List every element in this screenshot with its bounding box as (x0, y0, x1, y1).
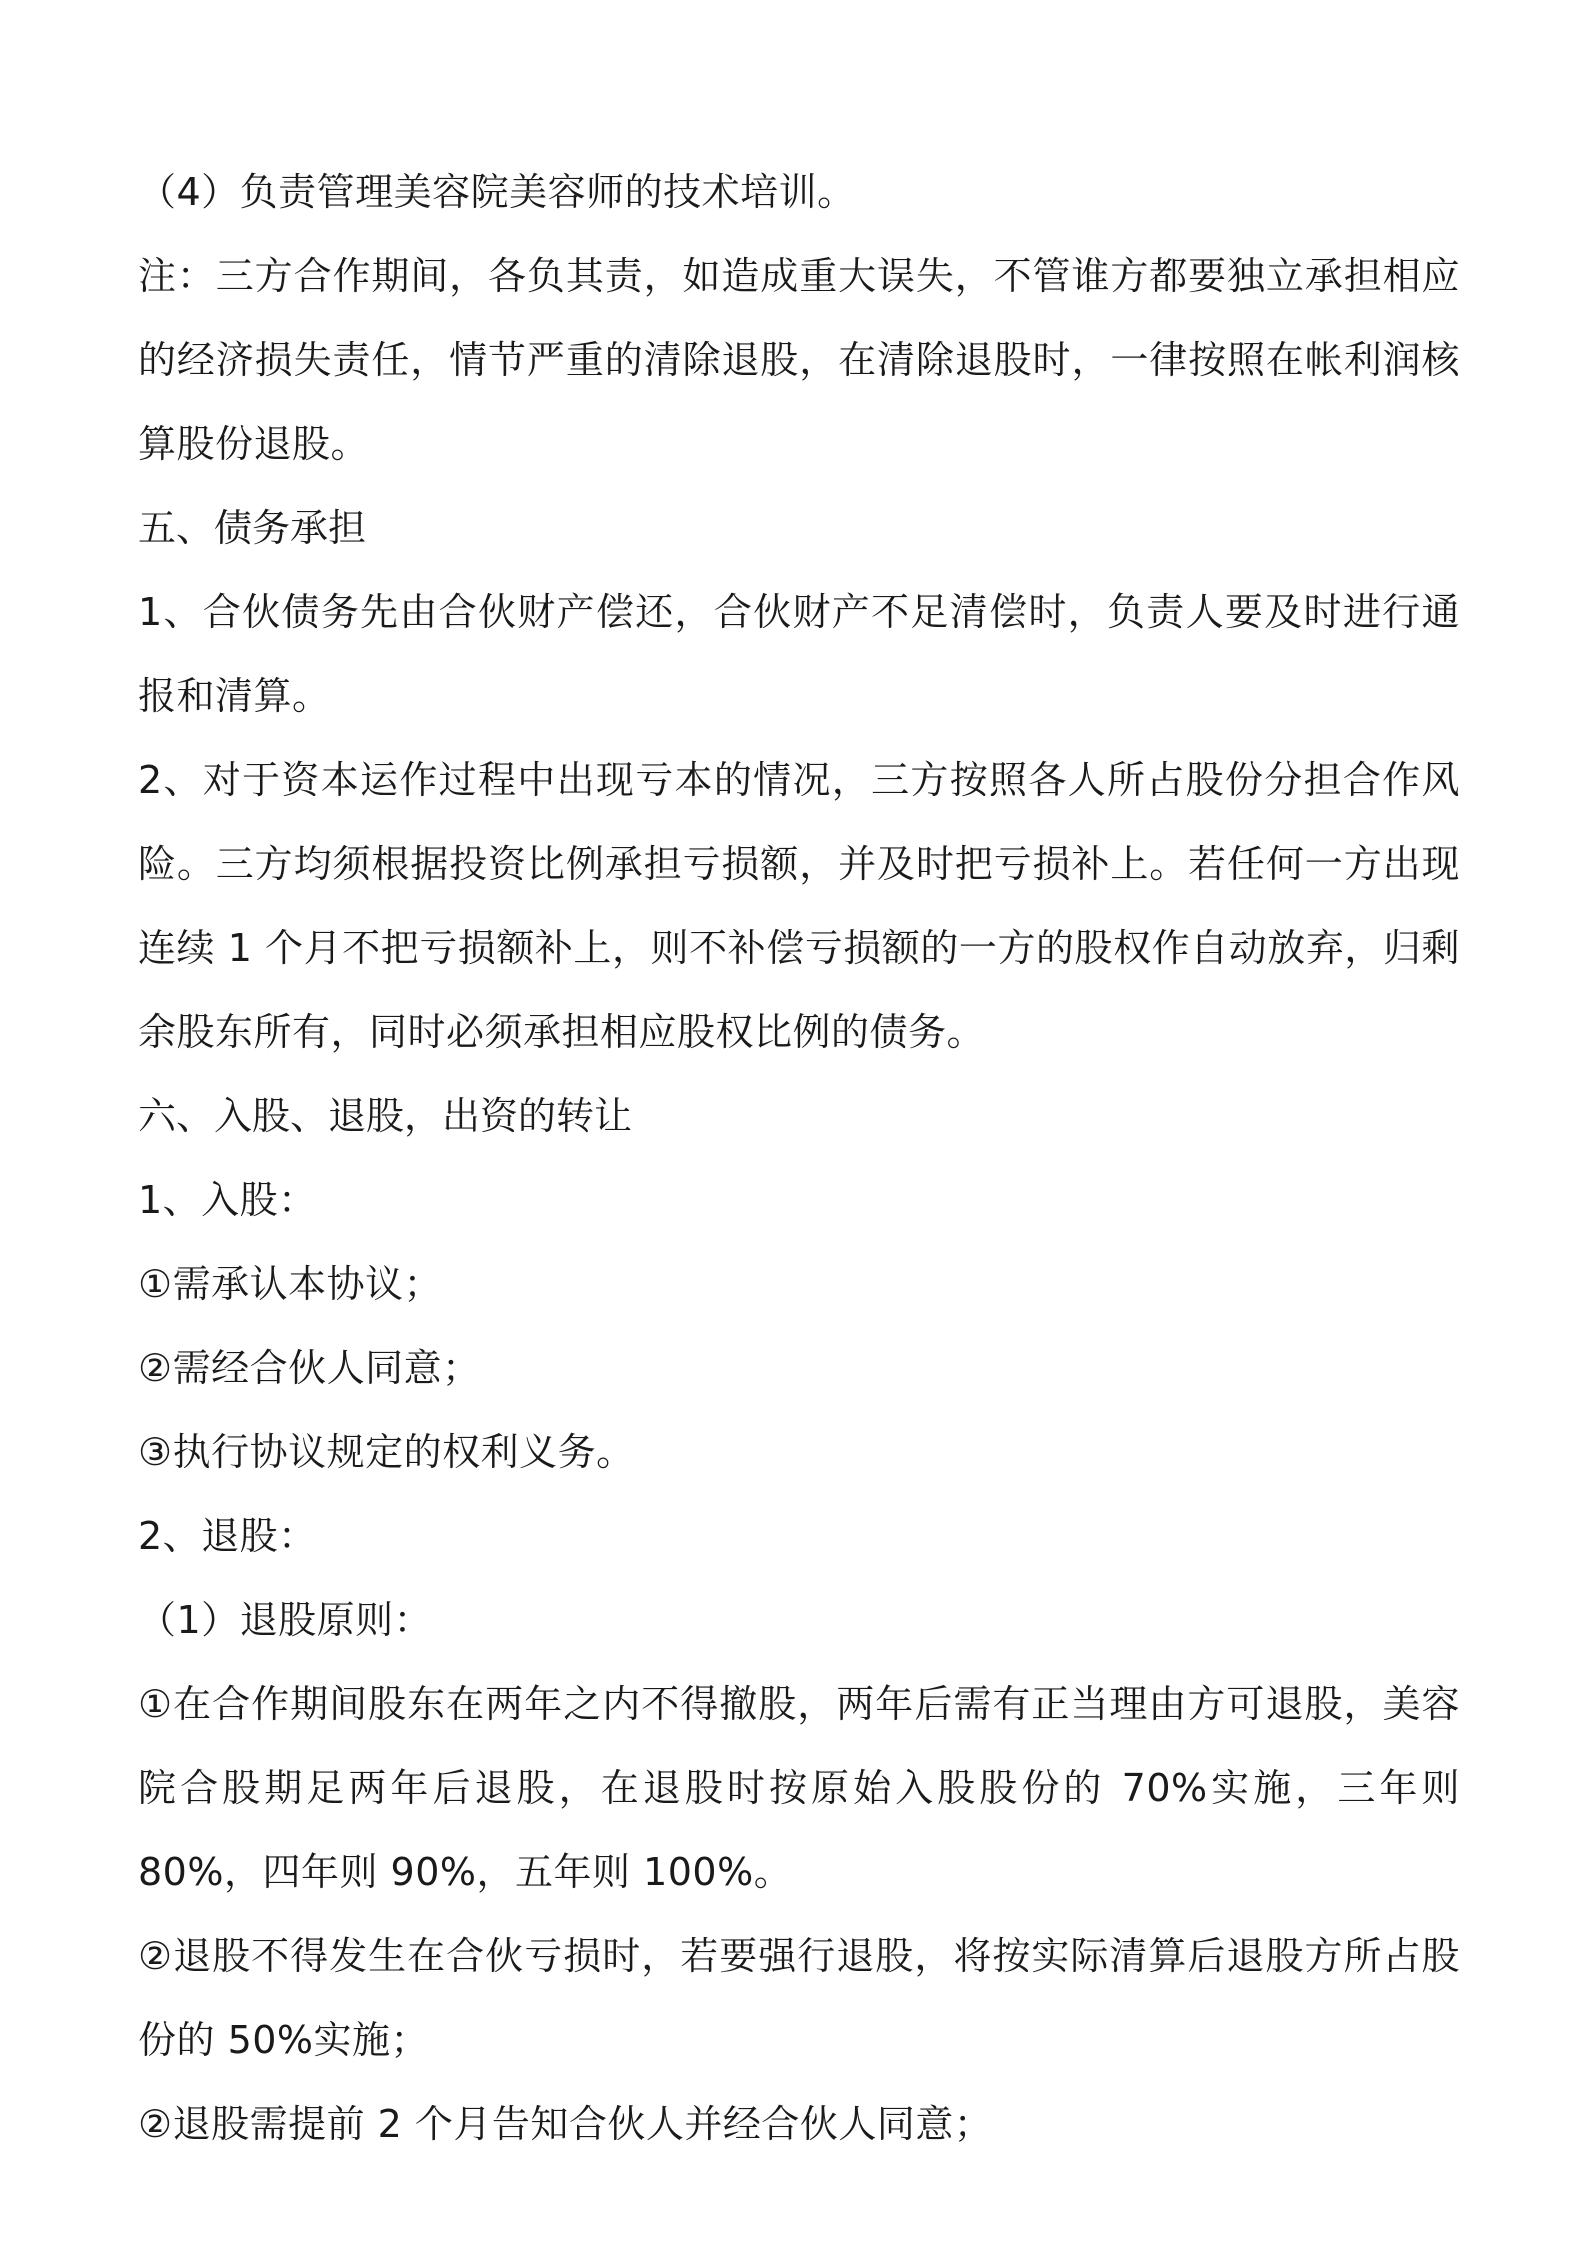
withdraw-principles-heading: （1）退股原则： (138, 1598, 433, 1642)
subheading-withdraw: 2、退股： (138, 1514, 317, 1558)
withdraw-rule-3: ②退股需提前 2 个月告知合伙人并经合伙人同意； (138, 2102, 993, 2146)
subheading-join: 1、入股： (138, 1178, 317, 1222)
training-clause: （4）负责管理美容院美容师的技术培训。 (138, 170, 856, 214)
document-body (138, 150, 1460, 2166)
join-item-1: ①需承认本协议； (138, 1262, 443, 1306)
section-heading-shares: 六、入股、退股，出资的转让 (138, 1094, 633, 1138)
debt-clause-2: 2、对于资本运作过程中出现亏本的情况，三方按照各人所占股份分担合作风险。三方均须根据投资比例承担亏损额，并及时把亏损补上。若任何一方出现连续 1 个月不把亏损额补上，则不补偿亏损额的一方的股权作自动放弃，归剩余股东所有，同时必须承担相应股权比例的债务。 (138, 758, 1460, 1054)
withdraw-rule-2: ②退股不得发生在合伙亏损时，若要强行退股，将按实际清算后退股方所占股份的 50%实施； (138, 1934, 1460, 2062)
withdraw-rule-1: ①在合作期间股东在两年之内不得撤股，两年后需有正当理由方可退股，美容院合股期足两年后退股，在退股时按原始入股股份的 70%实施，三年则 80%，四年则 90%，五年则 100%。 (138, 1682, 1460, 1894)
note-paragraph: 注：三方合作期间，各负其责，如造成重大误失，不管谁方都要独立承担相应的经济损失责任，情节严重的清除退股，在清除退股时，一律按照在帐利润核算股份退股。 (138, 254, 1460, 466)
join-item-3: ③执行协议规定的权利义务。 (138, 1430, 635, 1474)
section-heading-debt: 五、债务承担 (138, 506, 367, 550)
join-item-2: ②需经合伙人同意； (138, 1346, 481, 1390)
debt-clause-1: 1、合伙债务先由合伙财产偿还，合伙财产不足清偿时，负责人要及时进行通报和清算。 (138, 590, 1460, 718)
